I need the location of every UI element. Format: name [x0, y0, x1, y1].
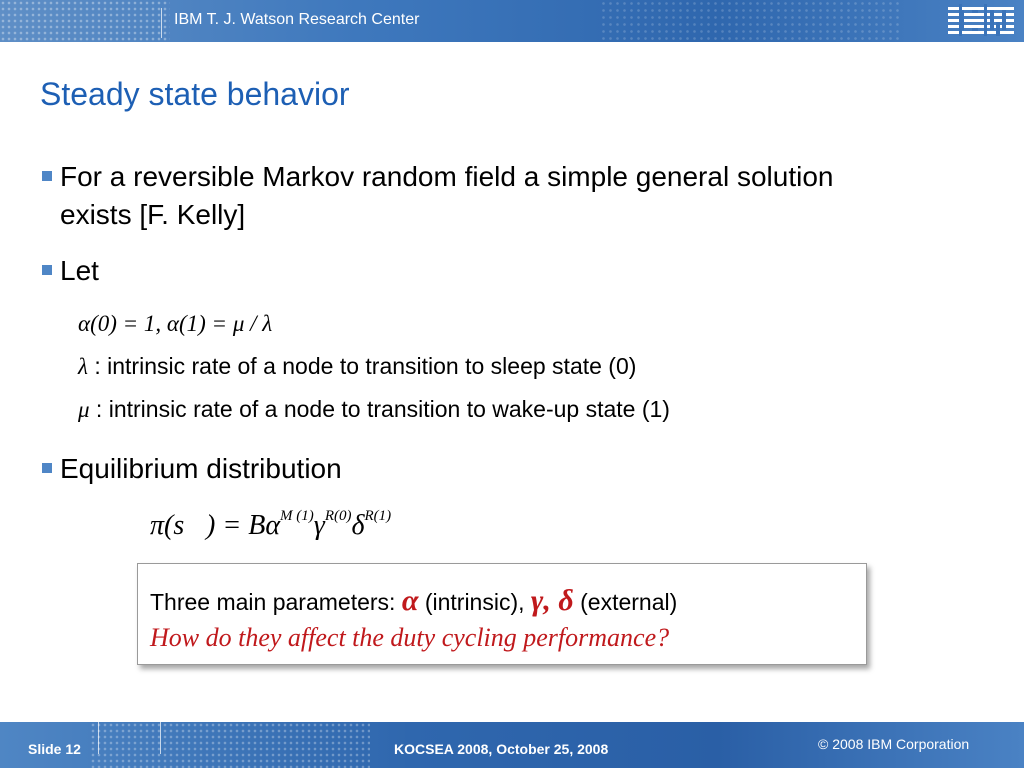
- footer-divider: [160, 722, 161, 754]
- mu-definition: [78, 396, 670, 423]
- callout-external: (external): [573, 589, 678, 615]
- bullet-equilibrium: [42, 450, 462, 490]
- bullet-marker: [42, 265, 52, 275]
- bullet-text: Equilibrium distribution: [60, 453, 342, 484]
- header-bar: [0, 0, 1024, 42]
- bullet-marker: [42, 463, 52, 473]
- callout-parameters-line: [150, 584, 677, 618]
- equation-delta: δ: [351, 510, 365, 541]
- alpha-equation: α(0) = 1, α(1) = μ / λ: [78, 311, 273, 336]
- slide-title: Steady state behavior: [40, 76, 350, 112]
- bullet-text: For a reversible Markov random field a simple general solution exists [F. Kelly]: [60, 161, 834, 230]
- lambda-symbol: λ: [78, 354, 88, 379]
- slide-number: Slide 12: [28, 741, 81, 757]
- equilibrium-equation: [150, 507, 392, 542]
- header-title: IBM T. J. Watson Research Center: [174, 11, 420, 28]
- callout-prefix: Three main parameters:: [150, 589, 402, 615]
- footer-bar: [0, 722, 1024, 768]
- conference-label: KOCSEA 2008, October 25, 2008: [394, 741, 609, 757]
- bullet-marker: [42, 171, 52, 181]
- equation-exponent-m: M (1): [280, 507, 314, 524]
- equation-gamma: γ: [313, 510, 325, 541]
- footer-dot-pattern: [90, 722, 370, 768]
- callout-gamma-delta: γ, δ: [530, 584, 574, 617]
- lambda-description: : intrinsic rate of a node to transition to sleep state (0): [87, 353, 637, 379]
- mu-symbol: μ: [78, 397, 90, 422]
- bullet-let: [42, 252, 162, 292]
- equation-exponent-r1: R(1): [364, 507, 392, 524]
- bullet-text: Let: [60, 255, 99, 286]
- lambda-definition: [78, 353, 636, 380]
- header-divider: [161, 8, 162, 38]
- header-dot-pattern: [0, 0, 170, 42]
- callout-alpha: α: [401, 584, 419, 617]
- equation-lhs: π(s⃗) = Bα: [150, 510, 281, 541]
- bullet-markov: [42, 158, 892, 238]
- callout-question: How do they affect the duty cycling performance?: [150, 623, 670, 652]
- header-dot-pattern-right: [600, 0, 900, 42]
- mu-description: : intrinsic rate of a node to transition to wake-up state (1): [89, 396, 670, 422]
- ibm-logo-icon: [946, 4, 1016, 36]
- alpha-definition: [78, 310, 272, 337]
- footer-divider: [98, 722, 99, 754]
- copyright: © 2008 IBM Corporation: [818, 736, 970, 752]
- callout-intrinsic: (intrinsic),: [418, 589, 531, 615]
- parameters-callout: [137, 563, 867, 665]
- equation-exponent-r0: R(0): [324, 507, 352, 524]
